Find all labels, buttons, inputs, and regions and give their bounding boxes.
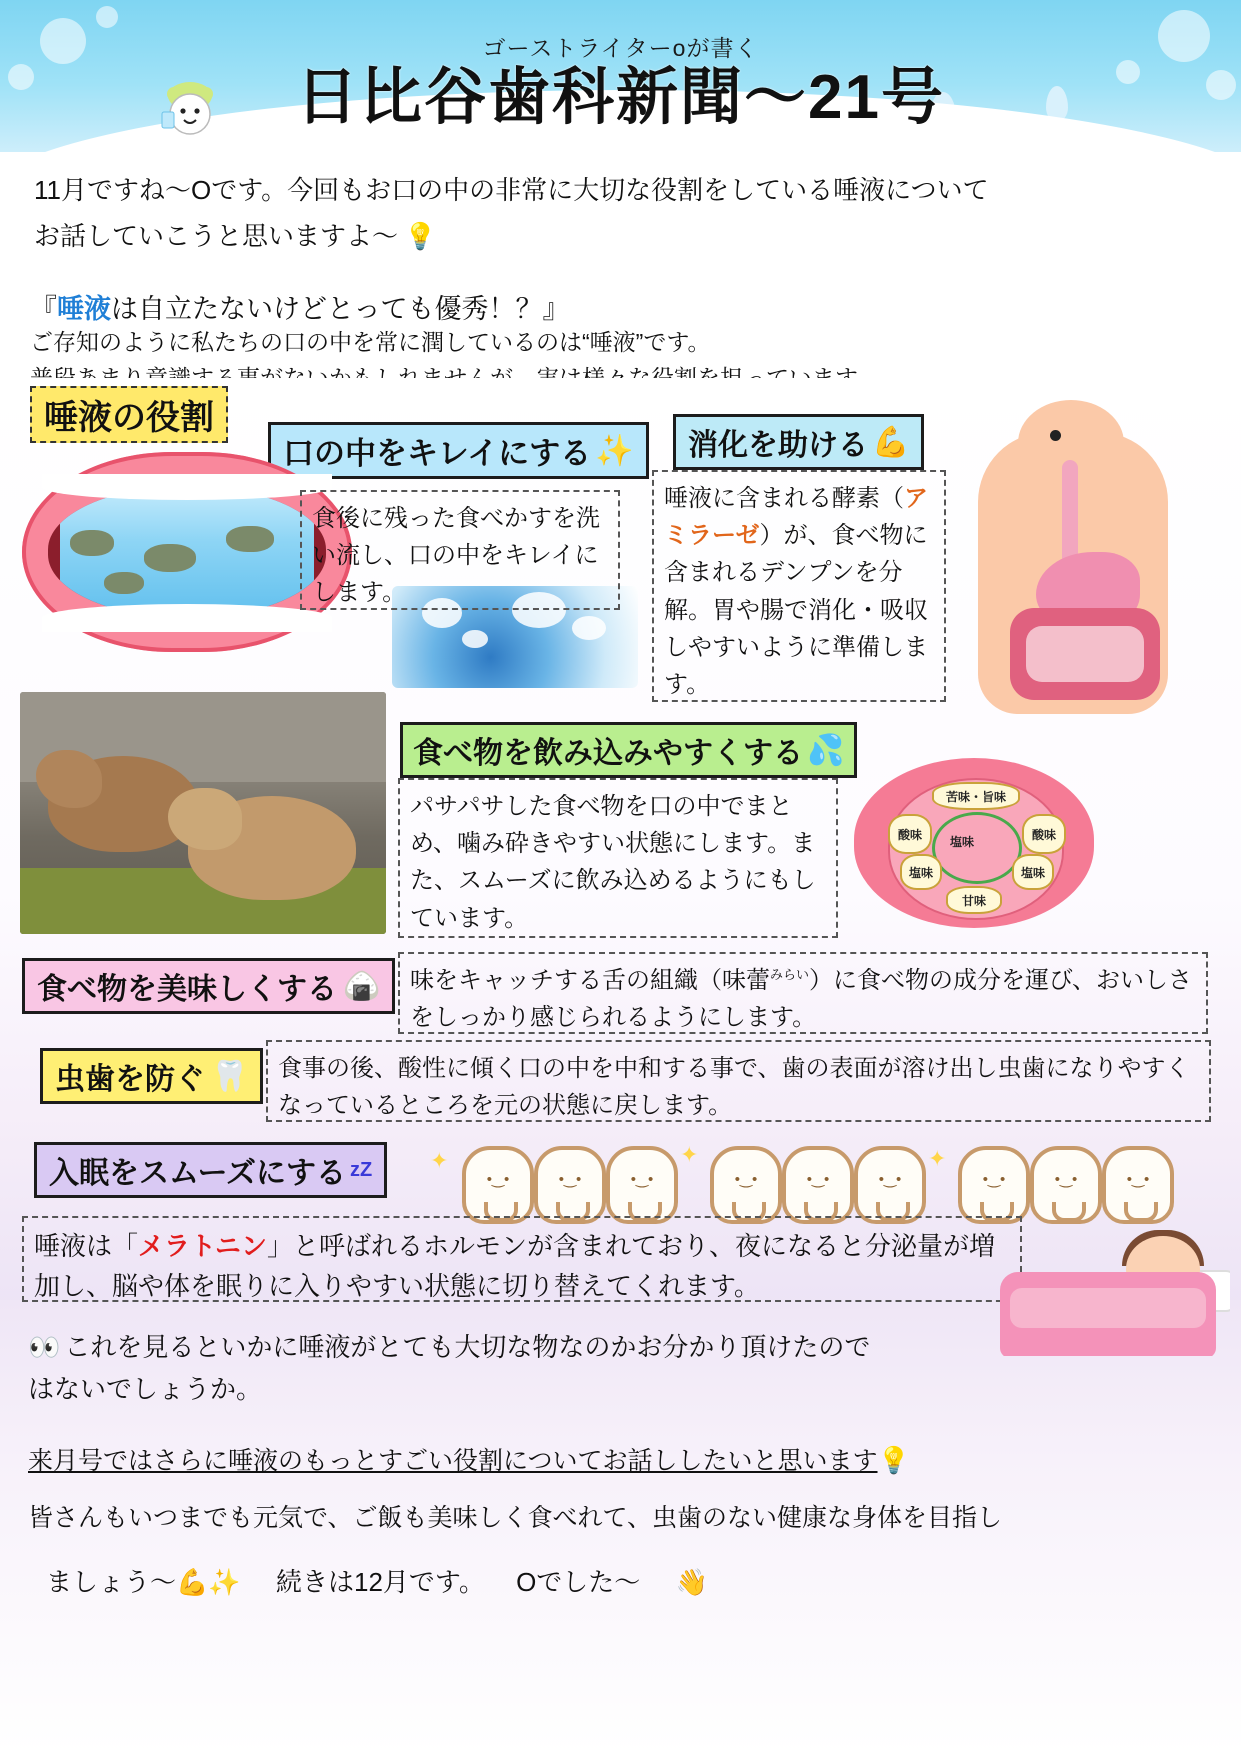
flexed-biceps-icon: 💪 (872, 425, 910, 459)
section-text-swallow: パサパサした食べ物を口の中でまとめ、噛み砕きやすい状態にします。また、スムーズに飲み込めるようにもしています。 (398, 778, 838, 938)
rice-ball-icon: 🍙 (343, 969, 381, 1003)
sleep-text-highlight: メラトニン (138, 1231, 267, 1261)
intro-paragraph (34, 168, 1214, 259)
taste-label-sour-right: 酸味 (1022, 814, 1066, 854)
smiling-teeth-row-illustration: ✦ •‿• •‿• •‿• ✦ •‿• •‿• •‿• ✦ •‿• •‿• •‿• (430, 1140, 1200, 1226)
taste-label-sour-left: 酸味 (888, 814, 932, 854)
closing-line-3: 来月号ではさらに唾液のもっとすごい役割についてお話ししたいと思います (28, 1447, 878, 1475)
closing-line-1: これを見るといかに唾液がとても大切な物なのかお分かり頂けたので (64, 1332, 871, 1362)
tooth-icon: 🦷 (211, 1059, 249, 1093)
section-label-digest (673, 414, 924, 470)
closing-next-issue (28, 1440, 1208, 1482)
tasty-text-post: ）に食べ物の成分を運び、おいしさをしっかり感じられるようにします。 (410, 967, 1193, 1032)
eyes-icon: 👀 (28, 1332, 61, 1362)
section-label-cavity-text: 虫歯を防ぐ (55, 1063, 205, 1096)
closing-paragraph (28, 1326, 1208, 1410)
zzz-icon: zZ (350, 1158, 373, 1181)
digest-text-highlight: アミラーゼ (664, 485, 928, 550)
closing-line-5b: 続きは12月です。 (276, 1567, 485, 1597)
tasty-text-ruby: みらい (770, 967, 810, 982)
sparkle-icon: ✨ (208, 1567, 241, 1597)
section-label-swallow (400, 722, 857, 778)
roles-heading: 唾液の役割 (30, 386, 228, 443)
sparkle-icon: ✨ (595, 433, 634, 468)
intro-line-1: 11月ですね〜Oです。今回もお口の中の非常に大切な役割をしている唾液について (34, 175, 989, 205)
closing-wish: 皆さんもいつまでも元気で、ご飯も美味しく食べれて、虫歯のない健康な身体を目指し (28, 1504, 1003, 1532)
section-label-tasty (22, 958, 395, 1014)
heading-open-bracket: 『 (30, 294, 57, 324)
section-heading (30, 290, 1220, 329)
section-label-tasty-text: 食べ物を美味しくする (37, 973, 337, 1006)
heading-rest: は自立たないけどとっても優秀！？』 (111, 294, 570, 324)
page-title: 日比谷歯科新聞〜21号 (296, 63, 945, 132)
section-text-digest (652, 470, 946, 702)
tongue-taste-map-illustration (854, 748, 1094, 934)
section-label-cavity (40, 1048, 263, 1104)
section-text-clean: 食後に残った食べかすを洗い流し、口の中をキレイにします。 (300, 490, 620, 610)
taste-label-sweet: 甘味 (946, 886, 1002, 914)
closing-line-5a: ましょう〜 (46, 1567, 177, 1597)
light-bulb-icon: 💡 (404, 220, 437, 251)
section-label-sleep-text: 入眠をスムーズにする (49, 1157, 346, 1190)
taste-label-salty-left: 塩味 (900, 854, 942, 890)
sweat-droplets-icon: 💦 (807, 733, 845, 767)
ghostwriter-line: ゴーストライターoが書く (482, 35, 759, 61)
page-header (0, 0, 1241, 152)
section-text-cavity: 食事の後、酸性に傾く口の中を中和する事で、歯の表面が溶け出し虫歯になりやすくなっているところを元の状態に戻します。 (266, 1040, 1211, 1122)
human-digestive-system-illustration (958, 400, 1198, 720)
section-text-tasty (398, 952, 1208, 1034)
sleep-text-pre: 唾液は「 (34, 1231, 139, 1261)
closing-signoff (46, 1562, 1226, 1604)
intro-line-2: お話していこうと思いますよ〜 (34, 220, 399, 251)
taste-label-salty-center: 塩味 (949, 834, 974, 849)
closing-line-5c: Oでした〜 (516, 1567, 641, 1597)
light-bulb-icon: 💡 (877, 1445, 910, 1475)
taste-label-salty-right: 塩味 (1012, 854, 1054, 890)
tasty-text-pre: 味をキャッチする舌の組織（味蕾 (410, 967, 770, 994)
closing-line-2: はないでしょうか。 (28, 1374, 263, 1405)
digest-text-pre: 唾液に含まれる酵素（ (664, 485, 904, 512)
capybara-eating-grass-photo (20, 692, 386, 934)
section-label-digest-text: 消化を助ける (688, 429, 868, 462)
section-label-clean-text: 口の中をキレイにする (283, 436, 592, 471)
waving-hand-icon: 👋 (675, 1567, 708, 1597)
intro-body-line-1: ご存知のように私たちの口の中を常に潤しているのは“唾液”です。 (30, 329, 711, 355)
section-text-sleep (22, 1216, 1022, 1302)
taste-label-bitter-umami: 苦味・旨味 (932, 782, 1020, 810)
heading-highlight: 唾液 (57, 294, 111, 324)
flexed-biceps-icon: 💪 (176, 1567, 209, 1597)
sleep-text-post: 」と呼ばれるホルモンが含まれており、夜になると分泌量が増加し、脳や体を眠りに入りやすい状態に切り替えてくれます。 (34, 1231, 995, 1302)
section-label-sleep (34, 1142, 387, 1198)
digest-text-post: ）が、食べ物に含まれるデンプンを分解。胃や腸で消化・吸収しやすいように準備します。 (664, 522, 928, 698)
section-label-swallow-text: 食べ物を飲み込みやすくする (413, 737, 803, 770)
